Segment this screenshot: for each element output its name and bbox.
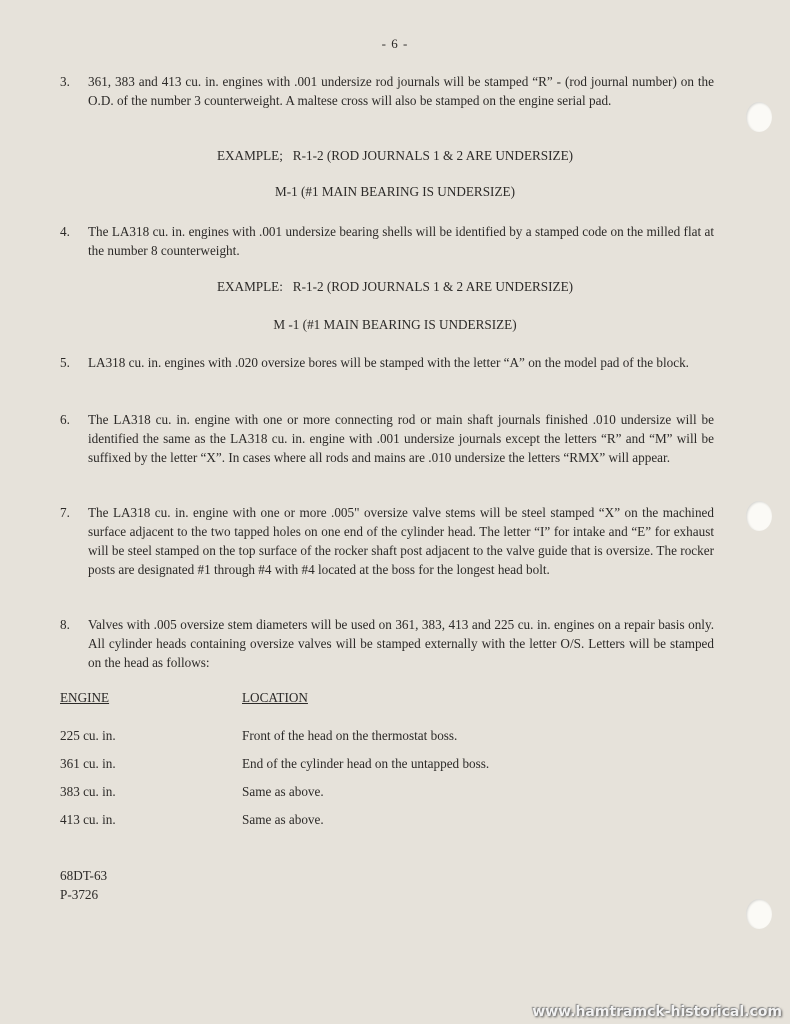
item-number: 7. [60, 505, 70, 520]
location-cell: Same as above. [242, 812, 324, 827]
item-7 [60, 503, 714, 579]
punch-hole-top [746, 102, 772, 132]
item-number: 3. [60, 74, 70, 89]
item-6 [60, 410, 714, 467]
watermark: www.hamtramck-historical.com [532, 1004, 782, 1020]
item-number: 8. [60, 617, 70, 632]
example-2-line-1: EXAMPLE: R-1-2 (ROD JOURNALS 1 & 2 ARE UNDERSIZE) [216, 279, 574, 294]
item-3 [60, 72, 714, 110]
engine-cell: 413 cu. in. [60, 812, 116, 827]
location-column-header: LOCATION [242, 690, 308, 705]
item-text: The LA318 cu. in. engines with .001 undersize bearing shells will be identified by a stamped code on the milled flat at the number 8 counterweight. [88, 224, 714, 258]
location-cell: Front of the head on the thermostat boss. [242, 728, 458, 743]
engine-cell: 383 cu. in. [60, 784, 116, 799]
item-number: 4. [60, 224, 70, 239]
item-number: 5. [60, 355, 70, 370]
item-4 [60, 222, 714, 260]
page-number: - 6 - [381, 36, 409, 51]
item-text: The LA318 cu. in. engine with one or more .005" oversize valve stems will be steel stamped “X” on the machined surface adjacent to the two tapped holes on one end of the cylinder head. The letter “I” for intake and “E” for exhaust will be steel stamped on the top surface of the rocker shaft post adjacent to the valve guide that is oversize. The rocker posts are designated #1 through #4 with #4 located at the boss for the longest head bolt. [88, 505, 714, 577]
example-2-line-2: M -1 (#1 MAIN BEARING IS UNDERSIZE) [273, 317, 517, 332]
engine-cell: 361 cu. in. [60, 756, 116, 771]
item-text: Valves with .005 oversize stem diameters will be used on 361, 383, 413 and 225 cu. in. engines on a repair basis only. All cylinder heads containing oversize valves will be stamped externally with the letter O/S. Letters will be stamped on the head as follows: [88, 617, 714, 670]
item-text: LA318 cu. in. engines with .020 oversize bores will be stamped with the letter “A” on the model pad of the block. [88, 355, 689, 370]
punch-hole-bottom [746, 899, 772, 929]
part-code: P-3726 [60, 887, 99, 902]
example-1-line-1: EXAMPLE; R-1-2 (ROD JOURNALS 1 & 2 ARE UNDERSIZE) [216, 148, 574, 163]
location-cell: Same as above. [242, 784, 324, 799]
item-5 [60, 353, 714, 372]
item-text: 361, 383 and 413 cu. in. engines with .001 undersize rod journals will be stamped “R” - (rod journal number) on the O.D. of the number 3 counterweight. A maltese cross will also be stamped on the engine serial pad. [88, 74, 714, 108]
item-text: The LA318 cu. in. engine with one or more connecting rod or main shaft journals finished .010 undersize will be identified the same as the LA318 cu. in. engine with .001 undersize journals except the letters “R” and “M” will be suffixed by the letter “X”. In cases where all rods and mains are .010 undersize the letters “RMX” will appear. [88, 412, 714, 465]
punch-hole-middle [746, 501, 772, 531]
engine-cell: 225 cu. in. [60, 728, 116, 743]
example-1-line-2: M-1 (#1 MAIN BEARING IS UNDERSIZE) [275, 184, 515, 199]
item-number: 6. [60, 412, 70, 427]
engine-column-header: ENGINE [60, 690, 110, 705]
document-code: 68DT-63 [60, 868, 108, 883]
location-cell: End of the cylinder head on the untapped boss. [242, 756, 490, 771]
item-8 [60, 615, 714, 672]
